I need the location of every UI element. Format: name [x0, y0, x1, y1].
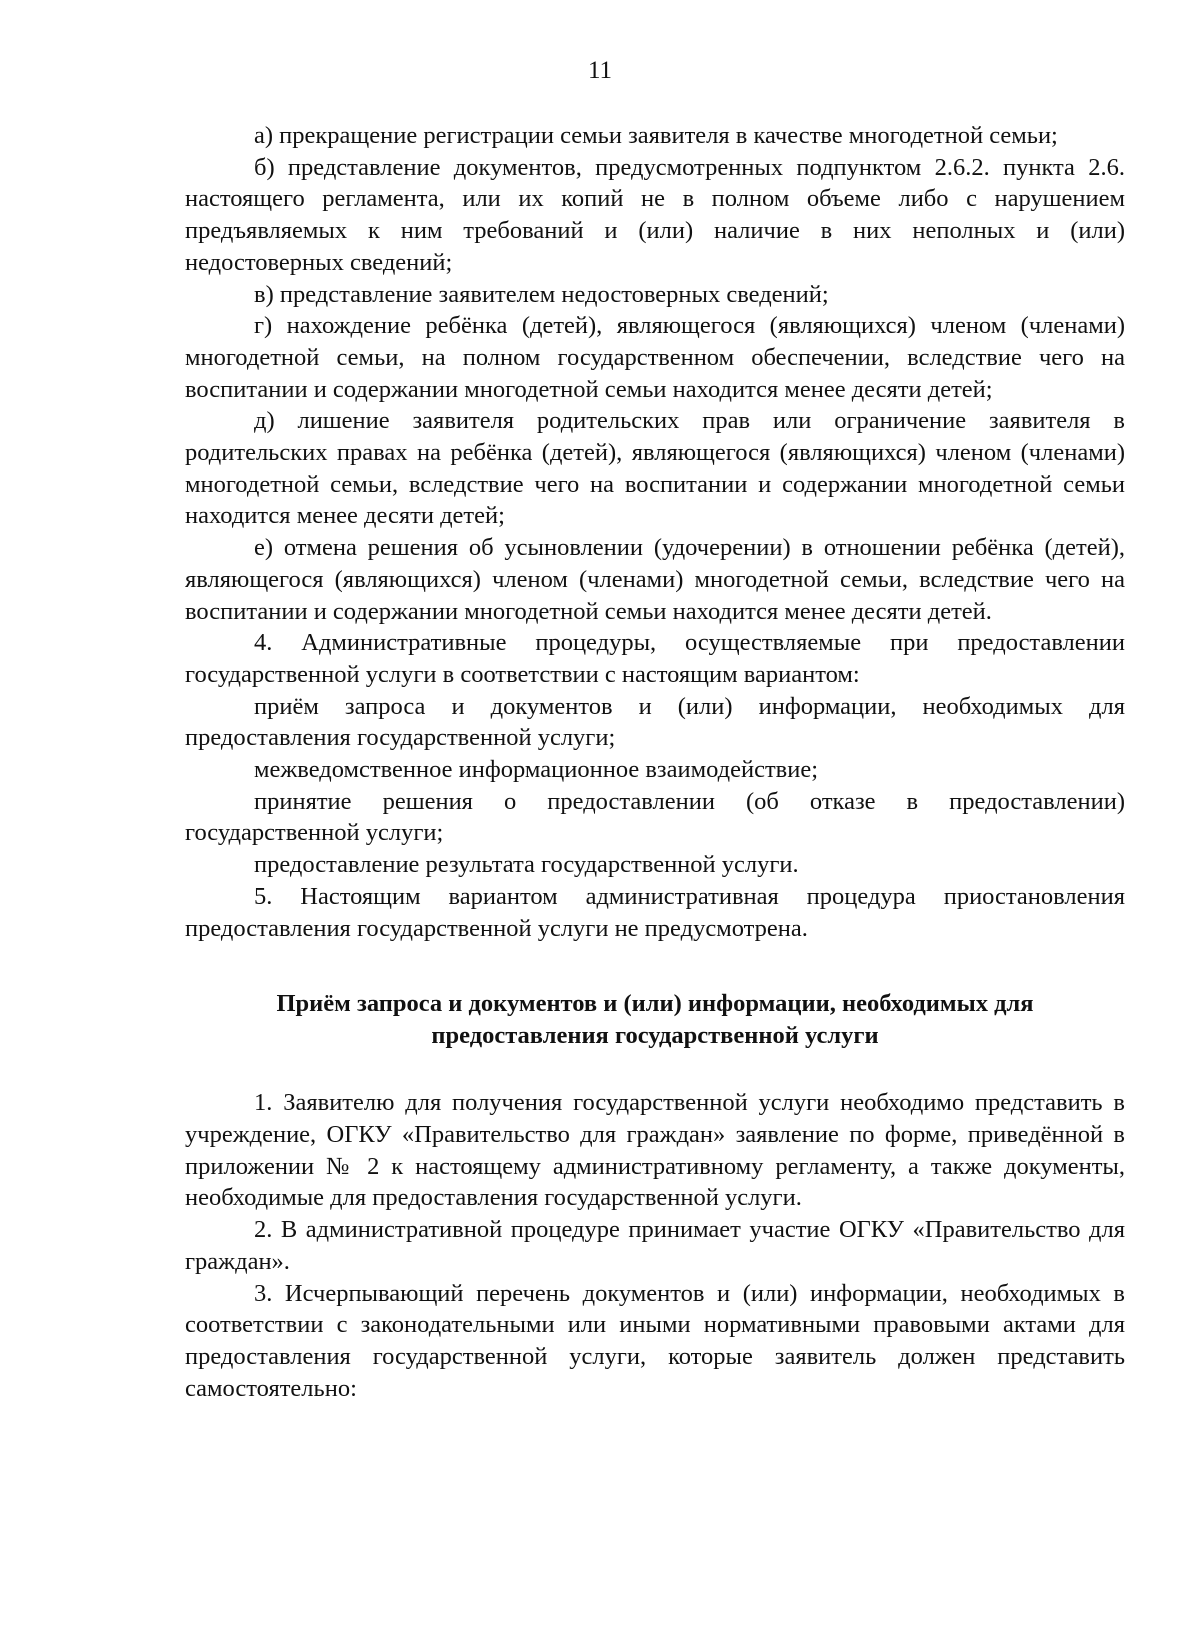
paragraph-item-d: д) лишение заявителя родительских прав или ограничение заявителя в родительских правах на ребёнка (детей), являющегося (являющихся) членом (членами) многодетной семьи, вследствие чего на воспитании и содержании многодетной семьи находится менее десяти детей; — [185, 407, 1125, 530]
section-heading-line-2: предоставления государственной услуги — [431, 1022, 879, 1050]
page-number: 11 — [587, 57, 613, 84]
paragraph-item-g: г) нахождение ребёнка (детей), являющегося (являющихся) членом (членами) многодетной семьи, на полном государственном обеспечении, вследствие чего на воспитании и содержании многодетной семьи находится менее десяти детей; — [185, 312, 1125, 403]
procedure-item-decision: принятие решения о предоставлении (об отказе в предоставлении) государственной услуги; — [185, 787, 1125, 847]
paragraph-point-1: 1. Заявителю для получения государственной услуги необходимо представить в учреждение, ОГКУ «Правительство для граждан» заявление по форме, приведённой в приложении № 2 к настоящему административному регламенту, а также документы, необходимые для предоставления государственной услуги. — [185, 1089, 1125, 1212]
procedure-item-result: предоставление результата государственной услуги. — [254, 851, 799, 879]
paragraph-section-4: 4. Административные процедуры, осуществляемые при предоставлении государственной услуги в соответствии с настоящим вариантом: — [185, 629, 1125, 688]
paragraph-section-5: 5. Настоящим вариантом административная процедура приостановления предоставления государственной услуги не предусмотрена. — [185, 882, 1125, 942]
paragraph-point-3: 3. Исчерпывающий перечень документов и (или) информации, необходимых в соответствии с законодательными или иными нормативными правовыми актами для предоставления государственной услуги, которые заявитель должен представить самостоятельно: — [185, 1279, 1125, 1402]
section-heading — [185, 988, 1125, 1052]
document-body — [185, 120, 1125, 1404]
paragraph-item-v: в) представление заявителем недостоверных сведений; — [254, 280, 829, 308]
paragraph-point-2: 2. В административной процедуре принимает участие ОГКУ «Правительство для граждан». — [185, 1216, 1125, 1275]
paragraph-item-b: б) представление документов, предусмотренных подпунктом 2.6.2. пункта 2.6. настоящего регламента, или их копий не в полном объеме либо с нарушением предъявляемых к ним требований и (или) наличие в них неполных и (или) недостоверных сведений; — [185, 153, 1125, 276]
paragraph-item-e: е) отмена решения об усыновлении (удочерении) в отношении ребёнка (детей), являющегося (являющихся) членом (членами) многодетной семьи, вследствие чего на воспитании и содержании многодетной семьи находится менее десяти детей. — [185, 534, 1125, 625]
procedure-item-reception: приём запроса и документов и (или) информации, необходимых для предоставления государственной услуги; — [185, 692, 1125, 752]
procedure-item-interaction: межведомственное информационное взаимодействие; — [254, 756, 819, 784]
section-heading-line-1: Приём запроса и документов и (или) информации, необходимых для — [276, 990, 1034, 1018]
paragraph-item-a: а) прекращение регистрации семьи заявителя в качестве многодетной семьи; — [254, 122, 1058, 149]
